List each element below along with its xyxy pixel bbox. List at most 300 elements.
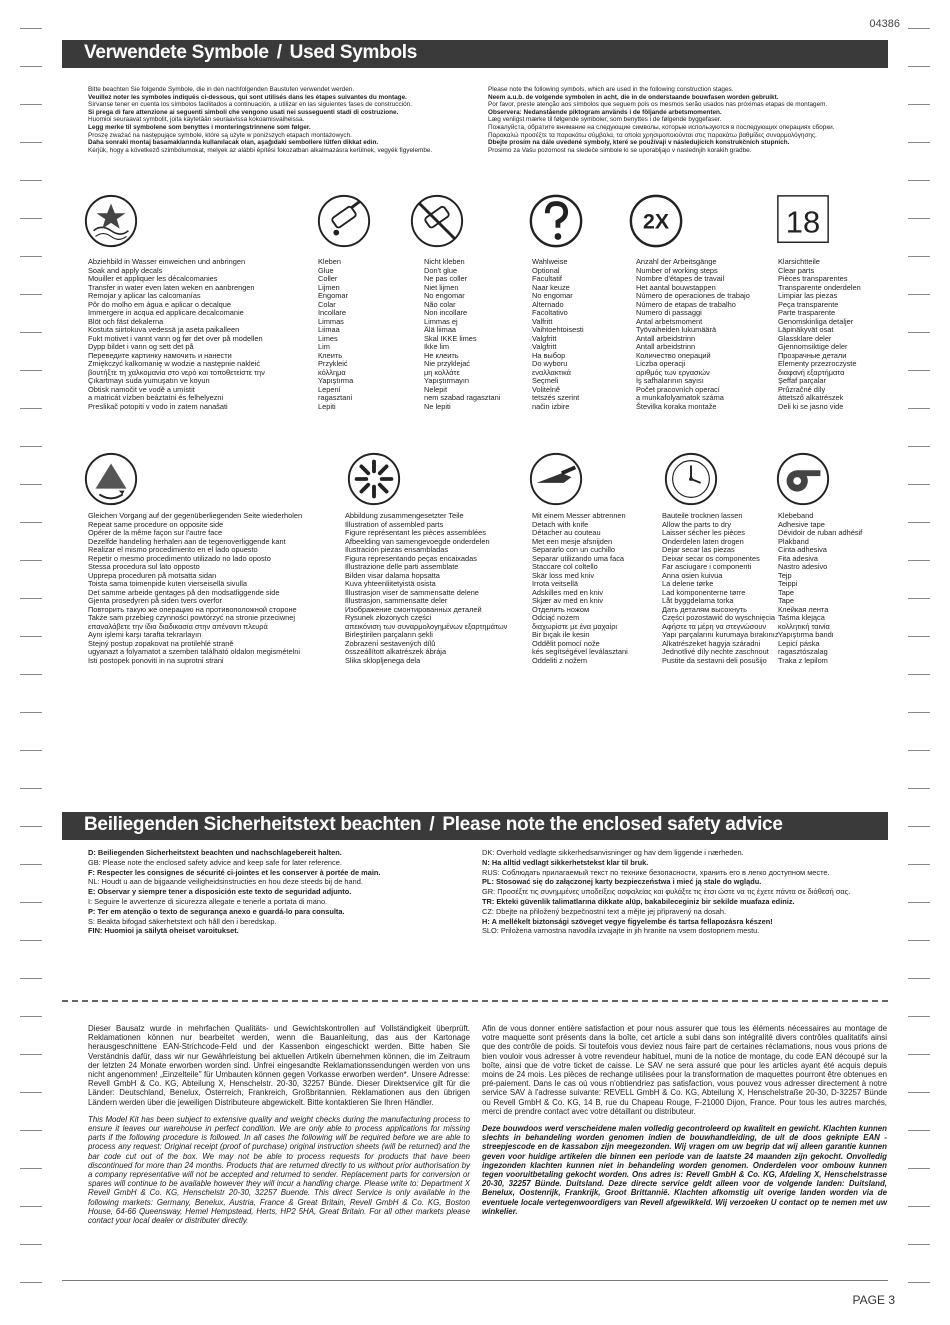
symbol-description-line: Peça transparente bbox=[778, 299, 839, 309]
margin-mark bbox=[20, 332, 42, 333]
symbol-description-line: Lijmen bbox=[318, 282, 340, 292]
symbol-description-line: a munkafolyamatok száma bbox=[636, 393, 724, 402]
symbol-description-line: Isti postopek ponoviti in na suprotni strani bbox=[88, 655, 224, 665]
symbol-description-line: Клейкая лента bbox=[778, 604, 829, 614]
margin-mark bbox=[908, 902, 930, 903]
symbol-description-line: Pustite da sestavni deli posušijo bbox=[662, 655, 767, 665]
margin-mark bbox=[908, 1016, 930, 1017]
symbol-description-line: Kleben bbox=[318, 257, 342, 266]
symbol-description-line: Количество операций bbox=[636, 350, 711, 360]
margin-mark bbox=[20, 674, 42, 675]
symbol-description-line: Transparente onderdelen bbox=[778, 282, 861, 292]
symbol-description-line: Opérer de la même façon sur l'autre face bbox=[88, 528, 223, 537]
margin-mark bbox=[908, 864, 930, 865]
intro-line: Si prega di fare attenzione ai seguenti simboli che vengono usati nei susseguenti stadi di costruzione. bbox=[88, 108, 399, 116]
symbol-description-line: Kuva yhteenliitetyistä osista bbox=[345, 579, 436, 588]
symbol-description-line: Slika sklopljenega dela bbox=[345, 655, 421, 665]
symbol-description-line: Engomar bbox=[318, 291, 348, 300]
symbol-description-line: Не клеить bbox=[424, 350, 459, 360]
symbol-description-line: Çıkartmayı suda yumuşatın ve koyun bbox=[88, 376, 210, 385]
margin-mark bbox=[20, 1130, 42, 1131]
drying-clock-icon bbox=[662, 450, 720, 513]
symbol-description-line: Facultatif bbox=[532, 274, 562, 283]
intro-line: Por favor, preste atenção aos símbolos que seguem pois os mesmos serão usados nas próximas etapas de montagem. bbox=[488, 101, 828, 109]
legal-fr: Afin de vous donner entière satisfaction et pour nous assurer que tous les éléments nécessaires au montage de votre maquette sont présents dans la boîte, cet article a subi dans son intégralité divers contrôles qualitatifs ainsi que des contrôle de poids. Si toutefois vous deviez nous faire part de certaines réclamations, nous vous prions de bien vouloir vous adresser à votre revendeur habituel, muni de la notice de montage, du code EAN découpé sur la boîte, ainsi que de votre ticket de caisse. Le SAV ne sera assuré que pour les articles ayant été acquis depuis moins de 24 mois. Les pièces de rechange utilisées pour la transformation de maquettes pourront être obtenues en pré-paiement. Dans le cas où vous n'obtiendriez pas satisfaction, vous pouvez vous adresser directement à notre service SAV à l'adresse suivante: REVELL GmbH & Co. KG, Abteilung X, Henschelstraße 20-30, D-32257 Bünde ou Revell GmbH & Co. KG, 14 B, rue du Chapeau Rouge, F-21000 Dijon, France. Pour tous les autres marchés, merci de prendre contact avec votre détaillant ou distributeur. bbox=[482, 1024, 887, 1116]
symbol-description-line: Limpiar las piezas bbox=[778, 291, 838, 300]
symbol-description-line: Antall arbeidstrinn bbox=[636, 342, 696, 351]
symbol-description-line: kés segítségével leválasztani bbox=[532, 647, 628, 656]
margin-mark bbox=[20, 66, 42, 67]
symbol-description-line: Pièces transparentes bbox=[778, 274, 848, 283]
margin-mark bbox=[908, 560, 930, 561]
margin-mark bbox=[908, 712, 930, 713]
safety-title-en: Please note the enclosed safety advice bbox=[442, 814, 783, 835]
safety-line: I: Seguire le avvertenze di sicurezza allegate e tenerle a portata di mano. bbox=[88, 896, 328, 906]
margin-mark bbox=[20, 864, 42, 865]
knife-cut-icon bbox=[527, 450, 585, 513]
symbol-description-line: Illustrasjon, sammensatte deler bbox=[345, 596, 448, 605]
margin-mark bbox=[908, 370, 930, 371]
symbol-description-list bbox=[424, 258, 500, 411]
intro-line: Kérjük, hogy a következő szimbólumokat, melyek az alábbi építési fokozatban alkalmazásra kerülnek, vegyék figyelembe. bbox=[88, 146, 433, 154]
symbol-description-line: Staccare col coltello bbox=[532, 562, 598, 571]
safety-line: D: Beiliegenden Sicherheitstext beachten und nachschlagebereit halten. bbox=[88, 848, 342, 857]
symbol-description-line: Naar keuze bbox=[532, 282, 570, 292]
optional-question-icon bbox=[527, 192, 585, 255]
symbol-description-line: Oddělit pomocí nože bbox=[532, 638, 600, 648]
symbol-description-line: Aynı işlemi karşı tarafta tekrarlayın bbox=[88, 630, 202, 639]
symbol-description-list bbox=[88, 512, 302, 665]
margin-mark bbox=[20, 1016, 42, 1017]
symbol-description-line: Soak and apply decals bbox=[88, 265, 163, 275]
intro-line: Læg venligst mærke til følgende symboler, som benyttes i de følgende byggefaser. bbox=[488, 116, 722, 124]
margin-mark bbox=[20, 940, 42, 941]
margin-mark bbox=[908, 788, 930, 789]
symbol-description-line: μη κολλάτε bbox=[424, 367, 460, 377]
symbol-description-line: Ne pas coller bbox=[424, 274, 468, 283]
margin-mark bbox=[20, 484, 42, 485]
safety-line: GR: Προσέξτε τις συνημμένες υποδείξεις ασφαλείας και φυλάξτε τις έτσι ώστε να τις έχετε πάντα σε διάθεσή σας. bbox=[482, 887, 851, 897]
symbol-description-line: Dévidoir de ruban adhésif bbox=[778, 528, 863, 537]
margin-mark bbox=[20, 104, 42, 105]
symbol-description-line: Toista sama toimenpide kuten vierseisellä sivulla bbox=[88, 579, 247, 588]
symbol-description-line: Afbeelding van samengevoegde onderdelen bbox=[345, 536, 490, 546]
margin-mark bbox=[908, 256, 930, 257]
symbol-description-list bbox=[778, 512, 862, 665]
intro-line: Proszę zważać na następujące symbole, które są użyte w poniższych etapach montażowych. bbox=[88, 131, 352, 139]
cut-line bbox=[62, 1000, 888, 1002]
symbol-description-line: Onderdelen laten drogen bbox=[662, 536, 744, 546]
intro-line: Sírvanse tener en cuenta los símbolos facilitados a continuación, a utilizar en las siguientes fases de construcción. bbox=[88, 101, 412, 109]
margin-mark bbox=[20, 180, 42, 181]
symbol-description-line: Limmas bbox=[318, 316, 344, 326]
symbol-description-line: Lepení bbox=[318, 384, 341, 394]
symbol-description-line: Läpinäkyvät osat bbox=[778, 325, 834, 334]
margin-mark bbox=[20, 712, 42, 713]
symbol-row-1 bbox=[62, 192, 888, 252]
symbol-description-line: Irrota veitsellä bbox=[532, 579, 579, 588]
symbol-description-line: Klarsichtteile bbox=[778, 257, 820, 266]
symbol-description-line: Plakband bbox=[778, 536, 809, 546]
symbol-description-list bbox=[662, 512, 779, 665]
symbol-description-line: Incollare bbox=[318, 308, 346, 317]
symbol-description-line: Volitelně bbox=[532, 384, 560, 394]
symbol-description-line: Blöt och fäst dekalerna bbox=[88, 316, 164, 326]
symbol-description-line: Adskilles med en kniv bbox=[532, 587, 604, 597]
symbol-description-line: Клеить bbox=[318, 350, 343, 360]
symbol-description-line: Remojar y aplicar las calcomanías bbox=[88, 291, 201, 300]
safety-line: RUS: Соблюдать прилагаемый текст по технике безопасности, хранить его в легко доступном месте. bbox=[482, 867, 830, 877]
legal-nl: Deze bouwdoos werd verscheidene malen volledig gecontroleerd op kwaliteit en gewicht. Klachten kunnen slechts in behandeling worden genomen indien de bouwhandleiding, de uit de doos geknipte EAN - streepjescode en de kassabon zijn meegezonden. Wij vragen om uw begrip dat wij alleen garantie kunnen geven voor huidige artikelen die binnen een periode van de laatste 24 maanden zijn gekocht. Onvolledig ingezonden klachten kunnen niet in behandeling worden genomen. Onderdelen voor ombouw kunnen tegen vooruitbetaling gekocht worden. Ons adres is: Revell GmbH & Co. KG, Afdeling X, Henschelstrasse 20-30, 32257 Bünde. Duitsland. Deze directe service geldt alleen voor de volgende landen: Duitsland, Benelux, Oostenrijk, Frankrijk, Groot Brittannië. Klachten afkomstig uit overige landen worden via de eventuele locale vertegenwoordigers van Revell afgewikkeld. Wij verzoeken U contact op te nemen met uw winkelier. bbox=[482, 1124, 887, 1216]
intro-line: Bitte beachten Sie folgende Symbole, die in den nachfolgenden Baustufen verwendet werden. bbox=[88, 86, 355, 93]
margin-mark bbox=[908, 940, 930, 941]
intro-line: Veuillez noter les symboles indiqués ci-dessous, qui sont utilisés dans les étapes suivantes du montage. bbox=[88, 93, 407, 101]
glue-icon bbox=[315, 192, 373, 255]
symbol-description-line: Alkatrészeket hagyja száradni bbox=[662, 638, 761, 648]
margin-mark bbox=[908, 104, 930, 105]
symbol-description-line: Bilden visar dalama hopsatta bbox=[345, 570, 440, 580]
intro-line: Daha sonraki montaj basamaklarında kullanılacak olan, aşağıdaki sembollere lütfen dikkat edin. bbox=[88, 139, 379, 147]
symbol-description-line: Don't glue bbox=[424, 265, 458, 275]
safety-line: GB: Please note the enclosed safety advice and keep safe for later reference. bbox=[88, 857, 342, 867]
symbols-banner bbox=[62, 40, 888, 68]
margin-mark bbox=[20, 826, 42, 827]
margin-mark bbox=[20, 28, 42, 29]
margin-mark bbox=[20, 408, 42, 409]
margin-mark bbox=[20, 446, 42, 447]
margin-mark bbox=[908, 1092, 930, 1093]
margin-mark bbox=[20, 788, 42, 789]
margin-mark bbox=[908, 522, 930, 523]
symbol-description-line: Separar utilizando uma faca bbox=[532, 553, 625, 563]
symbol-description-line: Stessa procedura sul lato opposto bbox=[88, 562, 200, 571]
symbol-description-line: Stejný postup zopakovat na protilehlé straně bbox=[88, 638, 234, 648]
symbol-description-line: ugyanazt a folyamatot a szemben található oldalon megismételni bbox=[88, 647, 300, 656]
safety-banner bbox=[62, 812, 888, 840]
symbol-description-line: Do wyboru bbox=[532, 359, 568, 368]
safety-line: NL: Houdt u aan de bijgaande veiligheidsinstructies en hou deze steeds bij de hand. bbox=[88, 877, 363, 887]
margin-mark bbox=[908, 598, 930, 599]
symbol-description-line: Oddeliti z nožem bbox=[532, 655, 588, 665]
symbol-description-line: Det samme arbeide gentages på den modsatliggende side bbox=[88, 587, 280, 597]
symbol-description-line: Glassklare deler bbox=[778, 333, 832, 343]
symbol-description-line: Número de etapas de trabalho bbox=[636, 299, 736, 309]
symbol-description-line: Liimaa bbox=[318, 325, 340, 334]
symbol-description-line: Facoltativo bbox=[532, 308, 568, 317]
symbol-description-line: Traka z lepilom bbox=[778, 655, 828, 665]
symbol-description-line: Valgfritt bbox=[532, 342, 557, 351]
safety-line: P: Ter em atenção o texto de segurança anexo e guardá-lo para consulta. bbox=[88, 906, 345, 916]
symbol-description-line: Limes bbox=[318, 333, 338, 343]
symbol-description-line: No engomar bbox=[532, 291, 573, 300]
symbol-description-line: Skär loss med kniv bbox=[532, 570, 595, 580]
symbol-description-line: Ilustración piezas ensambladas bbox=[345, 545, 449, 554]
symbol-description-line: Klebeband bbox=[778, 511, 814, 520]
margin-mark bbox=[908, 636, 930, 637]
safety-title-de: Beiliegenden Sicherheitstext beachten bbox=[84, 814, 422, 835]
symbol-description-line: Anna osien kuivua bbox=[662, 570, 723, 580]
margin-mark bbox=[20, 560, 42, 561]
symbol-description-line: Mit einem Messer abtrennen bbox=[532, 511, 626, 520]
margin-mark bbox=[20, 256, 42, 257]
symbol-description-line: Obtisk namočit ve vodě a umístit bbox=[88, 384, 195, 394]
symbol-description-line: Zmiękczyć kalkomanię w wodzie a następnie nakleić bbox=[88, 359, 261, 368]
margin-mark bbox=[20, 1054, 42, 1055]
symbol-description-line: Αφήστε τα μέρη να στεγνώσουν bbox=[662, 621, 767, 631]
symbol-description-list bbox=[318, 258, 353, 411]
symbol-description-line: Także sam przebieg czynności powtórzyć na stronie przeciwnej bbox=[88, 613, 296, 622]
margin-mark bbox=[908, 180, 930, 181]
symbol-description-line: Repetir o mesmo procedimento utilizado no lado oposto bbox=[88, 553, 271, 563]
symbol-description-line: Number of working steps bbox=[636, 265, 718, 275]
document-number: 04386 bbox=[869, 18, 900, 30]
margin-mark bbox=[20, 1206, 42, 1207]
symbol-description-line: Upprepa proceduren på motsatta sidan bbox=[88, 570, 217, 580]
margin-mark bbox=[908, 332, 930, 333]
intro-line: Пожалуйста, обратите внимание на следующие символы, которые используются в последующих операциях сборки. bbox=[488, 123, 835, 131]
symbol-description-line: nem szabad ragasztani bbox=[424, 393, 501, 402]
symbol-description-line: επαναλάβετε την ίδια διαδικασία στην απέναντι πλευρά bbox=[88, 621, 268, 631]
symbol-description-line: κόλλημα bbox=[318, 367, 346, 377]
symbol-description-line: Far asciugare i componenti bbox=[662, 562, 752, 571]
margin-mark bbox=[20, 1168, 42, 1169]
margin-mark bbox=[908, 446, 930, 447]
symbol-description-line: Lim bbox=[318, 342, 330, 351]
symbol-description-line: Realizar el mismo procedimiento en el lado opuesto bbox=[88, 545, 258, 554]
margin-mark bbox=[20, 978, 42, 979]
margin-mark bbox=[20, 522, 42, 523]
safety-line: E: Observar y siempre tener a disposición este texto de seguridad adjunto. bbox=[88, 887, 352, 897]
symbol-description-line: Genomskinliga detaljer bbox=[778, 316, 854, 326]
symbol-description-line: İş safhalarının sayısı bbox=[636, 376, 704, 385]
symbol-description-line: Vaihtoehtoisesti bbox=[532, 325, 584, 334]
repeat-2x-icon bbox=[627, 192, 685, 255]
symbol-description-line: Työvaiheiden lukumäärä bbox=[636, 325, 717, 334]
safety-line: DK: Overhold vedlagte sikkerhedsanvisninger og hav dem liggende i nærheden. bbox=[482, 848, 744, 857]
symbol-description-line: βουτήξτε τη χαλκομανία στο νερό και τοποθετείστε την bbox=[88, 367, 265, 377]
symbol-description-line: Отделить ножом bbox=[532, 604, 590, 614]
symbol-description-line: Limmas ej bbox=[424, 316, 458, 326]
symbol-description-list bbox=[636, 258, 750, 411]
symbol-description-line: Älä liimaa bbox=[424, 325, 457, 334]
margin-mark bbox=[20, 902, 42, 903]
legal-de: Dieser Bausatz wurde in mehrfachen Qualitäts- und Gewichtskontrollen auf Vollständigkeit überprüft. Reklamationen können nur bearbeitet werden, wenn die Bauanleitung, das aus der Kartonage herausgeschnittene EAN-Strichcode-Feld und der Kassenbon eingeschickt werden. Bitte haben Sie Verständnis dafür, dass wir nur Gewährleistung bei aktuellen Artikeln übernehmen können, die im Zeitraum der letzten 24 Monate erworben worden sind. Unfrei eingesandte Reklamationssendungen werden von uns nicht angenommen! „Einzelteile" für Umbauten können gegen Vorkasse erworben werden*. Unsere Adresse: Revell GmbH & Co. KG, Abteilung X, Henschelstr. 20-30, 32257 Bünde. Dieser Direktservice gilt für die Länder: Deutschland, Benelux, Österreich, Frankreich, Großbritannien. Reklamationen aus den übrigen Ländern werden über die jeweiligen Distributeure abgewickelt. Bitte kontaktieren Sie Ihren Händler. bbox=[88, 1024, 470, 1107]
margin-mark bbox=[908, 218, 930, 219]
symbol-description-line: Glue bbox=[318, 265, 334, 275]
safety-line: H: A mellékelt biztonsági szöveget vegye figyelembe és tartsa fellapozásra készen! bbox=[482, 916, 773, 926]
symbol-row-2 bbox=[62, 450, 888, 510]
symbol-description-line: Lad komponenterne tørre bbox=[662, 587, 746, 597]
symbol-description-line: Yapı parçalarını kurumaya bırakınız bbox=[662, 630, 779, 639]
symbol-description-line: Figura representando peças encaixadas bbox=[345, 553, 477, 563]
margin-mark bbox=[20, 1092, 42, 1093]
symbol-description-line: Coller bbox=[318, 274, 338, 283]
symbol-description-line: Tape bbox=[778, 587, 795, 597]
right-margin-marks bbox=[908, 0, 930, 1325]
margin-mark bbox=[908, 826, 930, 827]
safety-line: FIN: Huomioi ja säilytä oheiset varoitukset. bbox=[88, 926, 239, 936]
margin-mark bbox=[908, 142, 930, 143]
margin-mark bbox=[908, 1282, 930, 1283]
symbol-description-line: Počet pracovních operací bbox=[636, 384, 720, 394]
symbol-description-line: a matricát vízben beáztatni és felhelyezni bbox=[88, 393, 224, 402]
no-glue-icon bbox=[408, 192, 466, 255]
intro-line: Dbejte prosím na dále uvedené symboly, které se používají v následujících konstrukčních stupních. bbox=[488, 139, 790, 147]
margin-mark bbox=[908, 750, 930, 751]
symbol-description-line: Прозрачные детали bbox=[778, 350, 847, 360]
symbol-description-line: Skal IKKE limes bbox=[424, 333, 477, 343]
symbol-description-line: Deli ki se jasno vide bbox=[778, 401, 844, 411]
left-margin-marks bbox=[20, 0, 42, 1325]
symbol-description-line: διαχωρίστε με ένα μαχαίρι bbox=[532, 621, 618, 631]
symbol-description-line: Skjær av med en kniv bbox=[532, 596, 604, 605]
intro-line: Huomioi seuraavat symbolit, joita käytetään seuraavissa kokoamisvaiheissa. bbox=[88, 116, 305, 124]
safety-line: S: Beakta bifogad säkerhetstext och håll den i beredskap. bbox=[88, 916, 277, 926]
symbol-description-list bbox=[88, 258, 265, 411]
symbol-description-line: Deixar secar os componentes bbox=[662, 553, 760, 563]
page-number: PAGE 3 bbox=[852, 1293, 895, 1307]
intro-line: Observera: Nedanstående piktogram används i de följande arbetsmomenten. bbox=[488, 108, 722, 116]
intro-line: Please note the following symbols, which are used in the following construction stages. bbox=[488, 86, 734, 93]
safety-right bbox=[482, 848, 850, 936]
symbol-description-line: Fita adesiva bbox=[778, 553, 818, 563]
symbol-description-line: Повторить такую же операцию на противоположной стороне bbox=[88, 604, 297, 614]
symbol-description-line: összeállított alkatrészek ábrája bbox=[345, 647, 447, 656]
safety-line: TR: Ekteki güvenlik talimatlarına dikkate alüp, bakabileceginiz bir sekilde muafaza ediniz. bbox=[482, 896, 795, 906]
margin-mark bbox=[908, 1244, 930, 1245]
safety-banner-title: Beiliegenden Sicherheitstext beachten / Please note the enclosed safety advice bbox=[84, 814, 783, 835]
symbol-description-line: Nastro adesivo bbox=[778, 562, 828, 571]
margin-mark bbox=[908, 1054, 930, 1055]
symbol-description-line: Detach with knife bbox=[532, 519, 589, 529]
legal-en: This Model Kit has been subject to extensive quality and weight checks during the manufacturing process to ensure it leaves our warehouse in perfect condition. We are only able to process applications for missing parts if the following procedure is followed. In all cases the following will be required before we are able to process any request: Original receipt (proof of purchase) original instruction sheets (will be returned) and the bar code cut out of the box. We may not be able to process requests for products that have been discontinued for more than 24 months. Products that are returned directly to us without prior authorisation by a company representative will not be accepted and returned to sender. Replacement parts for conversion or spares will continue to be available however they will incur a handling charge. Please write to: Department X Revell GmbH & Co. KG, Henschelstr 20-30, 32257 Buende. This direct Service is only available in the following markets: Germany, Benelux, Austria, France & Great Britain, Revell GmbH & Co. KG, Boston House, 64-66 Queensway, Hemel Hempstead, Herts, HP2 5HA, Great Britain. For all other markets please contact your local dealer or distributer directly. bbox=[88, 1114, 470, 1226]
symbol-description-line: Ne lepiti bbox=[424, 401, 451, 411]
symbol-description-line: Repeat same procedure on opposite side bbox=[88, 519, 224, 529]
symbol-description-line: Figure représentant les pièces assemblées bbox=[345, 528, 486, 537]
symbol-description-line: Teippi bbox=[778, 579, 798, 588]
symbol-description-line: Дать деталям высохнуть bbox=[662, 604, 748, 614]
symbol-description-line: Abbildung zusammengesetzter Teile bbox=[345, 511, 464, 520]
symbol-description-line: διαφανή εξαρτήματα bbox=[778, 367, 845, 377]
symbol-description-line: Preslikač potopiti v vodo in zatem nanašati bbox=[88, 401, 228, 411]
symbol-description-line: tetszés szerint bbox=[532, 393, 580, 402]
symbol-description-line: Låt byggdelarna torka bbox=[662, 596, 734, 605]
symbol-description-line: На выбор bbox=[532, 350, 566, 360]
symbol-description-line: Non incollare bbox=[424, 308, 468, 317]
symbol-description-line: Alternado bbox=[532, 299, 564, 309]
symbol-description-line: Anzahl der Arbeitsgänge bbox=[636, 257, 717, 266]
symbol-description-line: Não colar bbox=[424, 299, 456, 309]
symbol-description-line: Nelepit bbox=[424, 384, 448, 394]
margin-mark bbox=[20, 750, 42, 751]
symbol-description-line: Průzračné díly bbox=[778, 384, 826, 394]
symbol-description-line: Valgfritt bbox=[532, 333, 557, 343]
symbol-description-line: ragasztószalag bbox=[778, 647, 828, 656]
margin-mark bbox=[908, 28, 930, 29]
symbol-description-line: Изображение смонтированных деталей bbox=[345, 604, 482, 614]
symbol-description-line: Odciąć nożem bbox=[532, 613, 580, 622]
symbol-description-line: Yapıştırma bbox=[318, 376, 354, 385]
symbol-description-line: Ikke lim bbox=[424, 342, 450, 351]
symbol-description-line: Niet lijmen bbox=[424, 282, 459, 292]
margin-mark bbox=[908, 978, 930, 979]
symbol-description-line: Części pozostawić do wyschnięcia bbox=[662, 613, 775, 622]
symbol-description-line: Birleştirilen parçaların şekli bbox=[345, 630, 433, 639]
symbol-description-line: Laisser sécher les pièces bbox=[662, 528, 745, 537]
symbol-description-line: Antall arbeidstrinn bbox=[636, 333, 696, 343]
symbol-description-line: Liczba operacji bbox=[636, 359, 686, 368]
symbol-description-line: κολλητική ταινία bbox=[778, 621, 830, 631]
intro-line: Legg merke til symbolene som benyttes i monteringstrinnene som følger. bbox=[88, 123, 311, 131]
safety-line: PL: Stosować się do załączonej karty bezpieczeństwa i mieć ją stale do wglądu. bbox=[482, 877, 762, 887]
margin-mark bbox=[20, 598, 42, 599]
symbol-description-list bbox=[532, 512, 628, 665]
symbol-description-line: Tape bbox=[778, 596, 795, 605]
margin-mark bbox=[20, 218, 42, 219]
symbol-description-line: Immergere in acqua ed applicare decalcomanie bbox=[88, 308, 244, 317]
symbol-description-line: način izbire bbox=[532, 401, 570, 411]
symbol-description-line: Met een mesje afsnijden bbox=[532, 536, 613, 546]
repeat-opposite-side-icon bbox=[82, 450, 140, 513]
symbol-description-line: Tejp bbox=[778, 570, 792, 580]
legal-left bbox=[88, 1024, 470, 1225]
intro-right bbox=[488, 86, 834, 154]
margin-mark bbox=[908, 674, 930, 675]
symbol-description-line: Yapıştırma bandı bbox=[778, 630, 834, 639]
symbol-description-line: Yapıştırmayın bbox=[424, 376, 470, 385]
margin-mark bbox=[20, 370, 42, 371]
symbol-description-line: Clear parts bbox=[778, 265, 815, 275]
symbol-description-line: Gleichen Vorgang auf der gegenüberliegenden Seite wiederholen bbox=[88, 511, 303, 520]
symbol-description-line: Abziehbild in Wasser einweichen und anbringen bbox=[88, 257, 246, 266]
symbol-description-line: ragasztani bbox=[318, 393, 353, 402]
margin-mark bbox=[20, 294, 42, 295]
margin-mark bbox=[908, 408, 930, 409]
margin-mark bbox=[20, 1282, 42, 1283]
legal-right bbox=[482, 1024, 887, 1216]
symbol-description-line: Şeffaf parçalar bbox=[778, 376, 826, 385]
symbol-description-line: Lepicí páska bbox=[778, 638, 820, 648]
symbol-description-line: Détacher au couteau bbox=[532, 528, 601, 537]
symbol-description-line: Številka koraka montaže bbox=[636, 401, 717, 411]
margin-mark bbox=[908, 1130, 930, 1131]
margin-mark bbox=[20, 1244, 42, 1245]
safety-line: F: Respecter les consignes de sécurité ci-jointes et les conserver à portée de main. bbox=[88, 867, 381, 877]
symbol-description-line: Mouiller et appliquer les décalcomanies bbox=[88, 274, 218, 283]
symbol-description-line: Adhesive tape bbox=[778, 519, 825, 529]
margin-mark bbox=[908, 1168, 930, 1169]
symbol-description-line: Número de operaciones de trabajo bbox=[636, 291, 750, 300]
margin-mark bbox=[908, 66, 930, 67]
symbol-description-line: Illustrasjon viser de sammensatte delene bbox=[345, 587, 479, 597]
symbols-banner-title: Verwendete Symbole / Used Symbols bbox=[84, 42, 418, 63]
symbol-description-line: Przykleić bbox=[318, 359, 348, 368]
margin-mark bbox=[908, 294, 930, 295]
safety-line: SLO: Priložena varnostna navodila izvajajte in jih hranite na vsem dostopnem mestu. bbox=[482, 926, 760, 936]
symbol-description-line: La delene tørke bbox=[662, 579, 714, 588]
symbol-description-line: Bauteile trocknen lassen bbox=[662, 511, 743, 520]
symbol-description-line: Separarlo con un cuchillo bbox=[532, 545, 615, 554]
intro-left bbox=[88, 86, 432, 154]
symbol-description-list bbox=[778, 258, 861, 411]
clear-parts-18-icon bbox=[774, 192, 832, 255]
symbol-description-line: Переведите картинку намочить и нанести bbox=[88, 350, 232, 360]
symbol-description-line: áttetsző alkatrészek bbox=[778, 393, 844, 402]
symbol-description-line: αριθμός των εργασιών bbox=[636, 367, 710, 377]
symbol-description-line: Rysunek złożonych części bbox=[345, 613, 432, 622]
symbol-description-line: No engomar bbox=[424, 291, 465, 300]
symbol-description-line: Allow the parts to dry bbox=[662, 519, 732, 529]
